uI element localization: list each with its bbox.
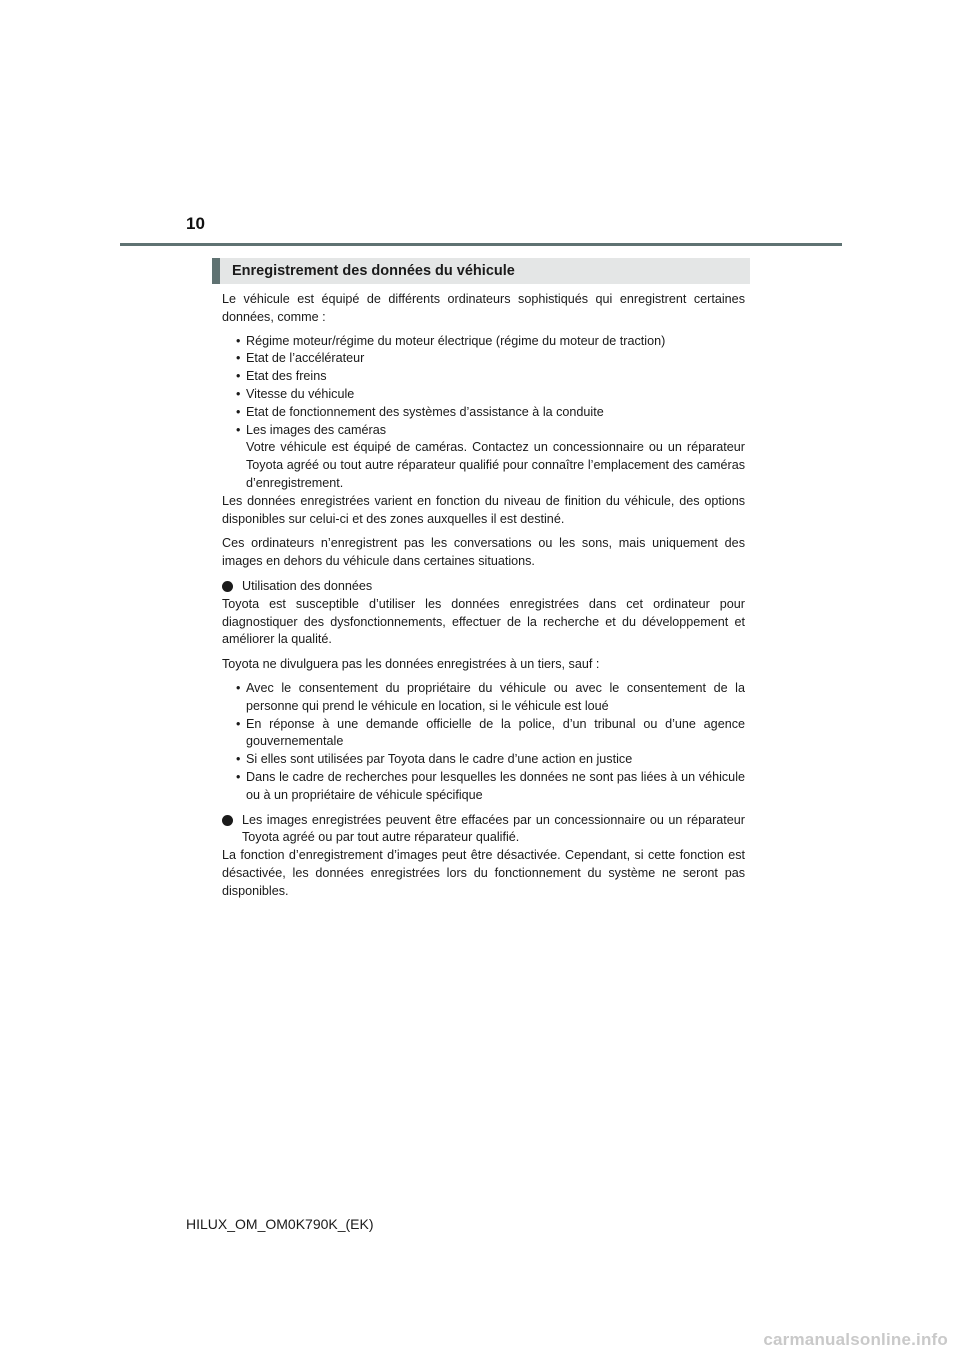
no-sound-paragraph: Ces ordinateurs n’enregistrent pas les conversations ou les sons, mais uniquement des images en dehors du véhicule dans certaines situations.: [222, 536, 745, 569]
list-item: • En réponse à une demande officielle de la police, d’un tribunal ou d’une agence gouvernementale: [222, 716, 745, 752]
list-item: • Avec le consentement du propriétaire du véhicule ou avec le consentement de la personne qui prend le véhicule en location, si le véhicule est loué: [222, 680, 745, 716]
section-heading-text: Enregistrement des données du véhicule: [232, 263, 515, 279]
images-note-title-row: [222, 812, 745, 848]
disclosure-intro: Toyota ne divulguera pas les données enregistrées à un tiers, sauf :: [222, 657, 600, 672]
page-number: 10: [186, 214, 205, 233]
intro-paragraph: Le véhicule est équipé de différents ordinateurs sophistiqués qui enregistrent certaines données, comme :: [222, 292, 745, 324]
usage-title: Utilisation des données: [242, 578, 373, 593]
variation-paragraph: Les données enregistrées varient en fonction du niveau de finition du véhicule, des options disponibles sur celui-ci et des zones auxquelles il est destiné.: [222, 493, 745, 526]
list-item: • Si elles sont utilisées par Toyota dans le cadre d’une action en justice: [222, 751, 745, 769]
list-item: • Etat des freins: [222, 368, 745, 386]
images-note-title: Les images enregistrées peuvent être effacées par un concessionnaire ou un réparateur Toyota agréé ou par tout autre réparateur qualifié.: [242, 812, 745, 845]
list-item-label: Les images des caméras: [246, 422, 386, 437]
list-item: • Etat de l’accélérateur: [222, 350, 745, 368]
disclosure-list: [222, 680, 745, 805]
bullet-dot-icon: [222, 815, 233, 826]
recorded-items-list: [222, 333, 745, 493]
section-heading: [212, 258, 750, 284]
section-content: [222, 291, 745, 901]
usage-title-row: [222, 578, 745, 596]
images-note-block: [222, 812, 745, 901]
camera-note: Votre véhicule est équipé de caméras. Contactez un concessionnaire ou un réparateur Toyota agréé ou tout autre réparateur qualifié pour connaître l’emplacement des caméras d’enregistrement.: [246, 440, 745, 490]
footer-code: HILUX_OM_OM0K790K_(EK): [186, 1216, 374, 1232]
list-item: • Vitesse du véhicule: [222, 386, 745, 404]
list-item: • Régime moteur/régime du moteur électrique (régime du moteur de traction): [222, 333, 745, 351]
header-rule: [120, 243, 842, 246]
usage-text: Toyota est susceptible d’utiliser les données enregistrées dans cet ordinateur pour diagnostiquer des dysfonctionnements, effectuer de la recherche et du développement et améliorer la qualité.: [222, 596, 745, 647]
list-item-cameras: [222, 422, 745, 493]
watermark: carmanualsonline.info: [763, 1330, 948, 1349]
list-item: • Etat de fonctionnement des systèmes d’assistance à la conduite: [222, 404, 745, 422]
images-note-text: La fonction d’enregistrement d’images peut être désactivée. Cependant, si cette fonction est désactivée, les données enregistrées lors du fonctionnement du système ne seront pas disponibles.: [222, 848, 745, 898]
list-item: • Dans le cadre de recherches pour lesquelles les données ne sont pas liées à un véhicule ou à un propriétaire de véhicule spécifique: [222, 769, 745, 805]
usage-block: [222, 578, 745, 649]
bullet-dot-icon: [222, 581, 233, 592]
